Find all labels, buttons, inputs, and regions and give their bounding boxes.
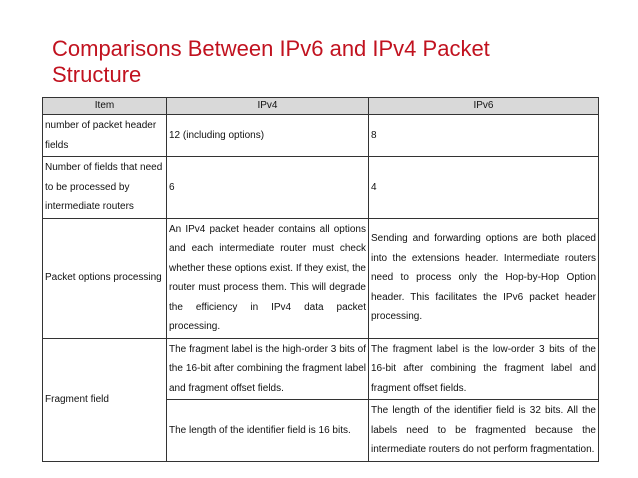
row-ipv6: The length of the identifier field is 32 bits. All the labels need to be fragmented because the intermediate routers do not perform fragmentation. bbox=[369, 400, 599, 462]
row-item: number of packet header fields bbox=[43, 115, 167, 157]
row-item: Fragment field bbox=[43, 338, 167, 461]
header-ipv6: IPv6 bbox=[369, 98, 599, 115]
slide-title-line2: Structure bbox=[52, 62, 142, 87]
row-ipv4: 6 bbox=[167, 157, 369, 219]
table-row bbox=[43, 115, 599, 157]
table-row bbox=[43, 218, 599, 338]
row-ipv4: The fragment label is the high-order 3 bits of the 16-bit after combining the fragment label and fragment offset fields. bbox=[167, 338, 369, 400]
header-ipv4: IPv4 bbox=[167, 98, 369, 115]
row-item: Packet options processing bbox=[43, 218, 167, 338]
slide-title bbox=[52, 36, 612, 88]
table-header-row bbox=[43, 98, 599, 115]
row-ipv6: 4 bbox=[369, 157, 599, 219]
row-ipv4: The length of the identifier field is 16 bits. bbox=[167, 400, 369, 462]
comparison-table bbox=[42, 97, 599, 462]
row-ipv6: 8 bbox=[369, 115, 599, 157]
table-row bbox=[43, 338, 599, 400]
row-ipv4: 12 (including options) bbox=[167, 115, 369, 157]
row-item: Number of fields that need to be processed by intermediate routers bbox=[43, 157, 167, 219]
header-item: Item bbox=[43, 98, 167, 115]
table-row bbox=[43, 157, 599, 219]
slide-title-line1: Comparisons Between IPv6 and IPv4 Packet bbox=[52, 36, 490, 61]
row-ipv4: An IPv4 packet header contains all options and each intermediate router must check whether these options exist. If they exist, the router must process them. This will degrade the efficiency in IPv4 data packet processing. bbox=[167, 218, 369, 338]
row-ipv6: Sending and forwarding options are both placed into the extensions header. Intermediate routers need to process only the Hop-by-Hop Option header. This facilitates the IPv6 packet header processing. bbox=[369, 218, 599, 338]
row-ipv6: The fragment label is the low-order 3 bits of the 16-bit after combining the fragment label and fragment offset fields. bbox=[369, 338, 599, 400]
